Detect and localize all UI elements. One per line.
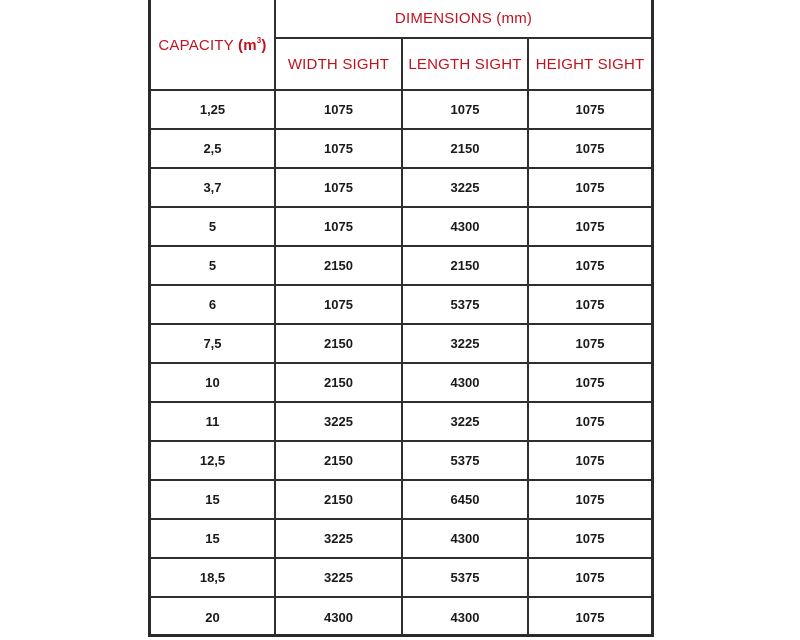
length-cell: 4300: [402, 207, 528, 246]
capacity-cell: 20: [151, 597, 275, 636]
table-row: [151, 285, 651, 324]
capacity-cell: 15: [151, 480, 275, 519]
table-row: [151, 207, 651, 246]
capacity-cell: 7,5: [151, 324, 275, 363]
capacity-unit-base: m: [243, 36, 257, 54]
length-cell: 5375: [402, 558, 528, 597]
table-row: [151, 441, 651, 480]
height-cell: 1075: [528, 597, 651, 636]
length-cell: 3225: [402, 168, 528, 207]
length-cell: 2150: [402, 246, 528, 285]
width-cell: 2150: [275, 363, 402, 402]
table-row: [151, 363, 651, 402]
length-cell: 1075: [402, 90, 528, 129]
length-cell: 4300: [402, 363, 528, 402]
table-row: [151, 324, 651, 363]
height-cell: 1075: [528, 363, 651, 402]
data-table: [151, 0, 651, 636]
length-cell: 4300: [402, 519, 528, 558]
height-cell: 1075: [528, 480, 651, 519]
width-cell: 2150: [275, 441, 402, 480]
table-row: [151, 519, 651, 558]
capacity-cell: 1,25: [151, 90, 275, 129]
width-cell: 2150: [275, 480, 402, 519]
length-cell: 3225: [402, 402, 528, 441]
width-cell: 3225: [275, 558, 402, 597]
length-cell: 4300: [402, 597, 528, 636]
height-cell: 1075: [528, 168, 651, 207]
table-row: [151, 402, 651, 441]
width-cell: 2150: [275, 246, 402, 285]
dimensions-header: DIMENSIONS (mm): [275, 0, 651, 38]
table-header: [151, 0, 651, 90]
width-cell: 3225: [275, 519, 402, 558]
capacity-cell: 11: [151, 402, 275, 441]
capacity-cell: 12,5: [151, 441, 275, 480]
table-row: [151, 558, 651, 597]
table-row: [151, 168, 651, 207]
height-cell: 1075: [528, 441, 651, 480]
capacity-cell: 2,5: [151, 129, 275, 168]
table-row: [151, 597, 651, 636]
height-cell: 1075: [528, 285, 651, 324]
capacity-cell: 6: [151, 285, 275, 324]
capacity-header: [151, 0, 275, 90]
width-cell: 3225: [275, 402, 402, 441]
height-cell: 1075: [528, 246, 651, 285]
height-cell: 1075: [528, 207, 651, 246]
width-cell: 4300: [275, 597, 402, 636]
height-cell: 1075: [528, 402, 651, 441]
width-cell: 1075: [275, 90, 402, 129]
capacity-cell: 5: [151, 246, 275, 285]
width-cell: 1075: [275, 285, 402, 324]
capacity-cell: 18,5: [151, 558, 275, 597]
table-row: [151, 129, 651, 168]
capacity-cell: 10: [151, 363, 275, 402]
table-row: [151, 246, 651, 285]
width-cell: 1075: [275, 168, 402, 207]
length-cell: 5375: [402, 285, 528, 324]
height-cell: 1075: [528, 129, 651, 168]
width-cell: 1075: [275, 207, 402, 246]
column-header-length: LENGTH SIGHT: [402, 38, 528, 90]
length-cell: 2150: [402, 129, 528, 168]
width-cell: 1075: [275, 129, 402, 168]
capacity-dimensions-table: [148, 0, 654, 637]
column-header-height: HEIGHT SIGHT: [528, 38, 651, 90]
height-cell: 1075: [528, 90, 651, 129]
capacity-unit-sup: 3: [256, 35, 262, 45]
length-cell: 3225: [402, 324, 528, 363]
capacity-cell: 15: [151, 519, 275, 558]
length-cell: 6450: [402, 480, 528, 519]
capacity-label: CAPACITY: [158, 36, 234, 54]
capacity-unit: $(m^3)$: [238, 35, 267, 54]
capacity-cell: 3,7: [151, 168, 275, 207]
table-body: [151, 90, 651, 636]
height-cell: 1075: [528, 519, 651, 558]
table-row: [151, 90, 651, 129]
height-cell: 1075: [528, 558, 651, 597]
capacity-cell: 5: [151, 207, 275, 246]
length-cell: 5375: [402, 441, 528, 480]
table-row: [151, 480, 651, 519]
column-header-width: WIDTH SIGHT: [275, 38, 402, 90]
height-cell: 1075: [528, 324, 651, 363]
width-cell: 2150: [275, 324, 402, 363]
